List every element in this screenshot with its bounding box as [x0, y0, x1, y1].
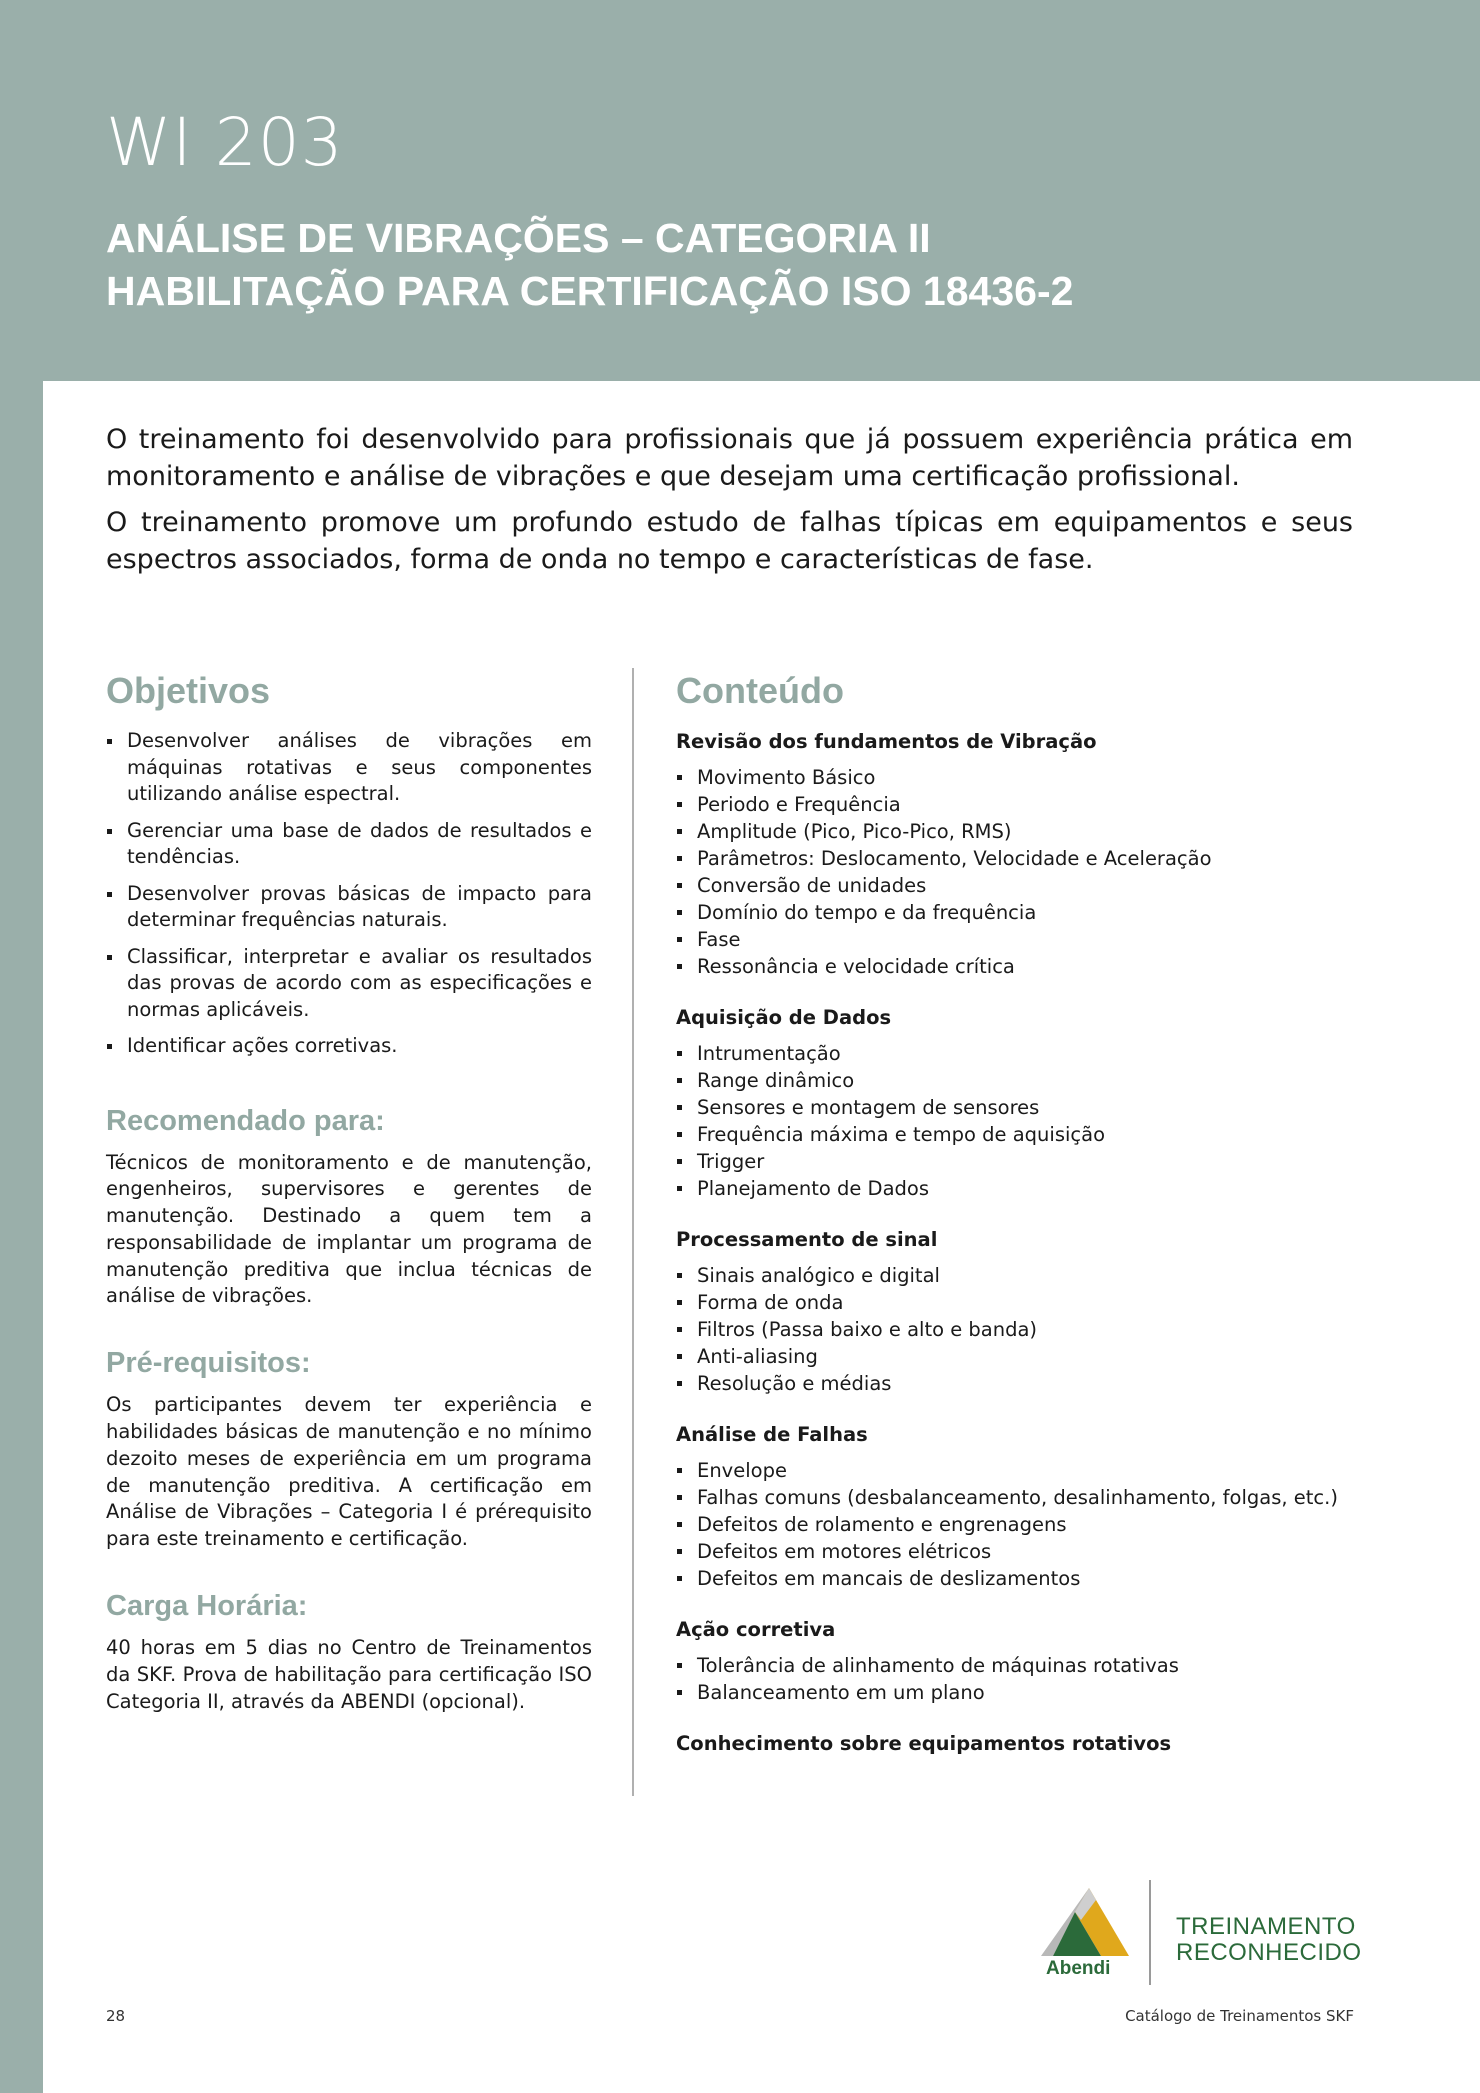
abendi-logo — [1036, 1880, 1362, 1985]
list-item: Defeitos em mancais de deslizamentos — [676, 1565, 1376, 1592]
catalog-footer: Catálogo de Treinamentos SKF — [1125, 2007, 1354, 2025]
objetivos-heading: Objetivos — [106, 670, 271, 711]
list-item: Parâmetros: Deslocamento, Velocidade e Aceleração — [676, 845, 1376, 872]
abendi-triangle-icon — [1041, 1880, 1131, 1960]
list-item: Fase — [676, 926, 1376, 953]
intro-paragraph-1: O treinamento foi desenvolvido para profissionais que já possuem experiência prática em monitoramento e análise de vibrações e que desejam uma certificação profissional. — [106, 424, 1353, 492]
list-item: Movimento Básico — [676, 764, 1376, 791]
group-list — [676, 1652, 1376, 1706]
recomendado-text: Técnicos de monitoramento e de manutenção, engenheiros, supervisores e gerentes de manutenção. Destinado a quem tem a responsabilidade de implantar um programa de manutenção preditiva que inclua técnicas de análise de vibrações. — [106, 1150, 592, 1308]
intro-text — [106, 421, 1353, 587]
list-item: Forma de onda — [676, 1289, 1376, 1316]
prerequisitos-heading: Pré-requisitos: — [106, 1347, 311, 1380]
list-item: Falhas comuns (desbalanceamento, desalinhamento, folgas, etc.) — [676, 1484, 1376, 1511]
list-item: Ressonância e velocidade crítica — [676, 953, 1376, 980]
carga-heading: Carga Horária: — [106, 1590, 308, 1623]
prerequisitos-text: Os participantes devem ter experiência e habilidades básicas de manutenção e no mínimo dezoito meses de experiência em um programa de manutenção preditiva. A certificação em Análise de Vibrações – Categoria I é prérequisito para este treinamento e certificação. — [106, 1393, 592, 1551]
list-item: Sinais analógico e digital — [676, 1262, 1376, 1289]
list-item: Anti-aliasing — [676, 1343, 1376, 1370]
list-item: Sensores e montagem de sensores — [676, 1094, 1376, 1121]
right-column — [676, 668, 1376, 1766]
course-title-line-1: ANÁLISE DE VIBRAÇÕES – CATEGORIA II — [106, 215, 931, 261]
header-band — [0, 0, 1480, 381]
group-title: Ação corretiva — [676, 1618, 836, 1641]
objetivo-item: Gerenciar uma base de dados de resultados e tendências. — [106, 818, 592, 871]
group-title: Aquisição de Dados — [676, 1006, 892, 1029]
logo-divider — [1149, 1880, 1151, 1985]
list-item: Intrumentação — [676, 1040, 1376, 1067]
objetivo-item: Desenvolver análises de vibrações em máquinas rotativas e seus componentes utilizando análise espectral. — [106, 728, 592, 808]
objetivos-list — [106, 728, 592, 1060]
list-item: Conversão de unidades — [676, 872, 1376, 899]
list-item: Tolerância de alinhamento de máquinas rotativas — [676, 1652, 1376, 1679]
recognized-training-label — [1176, 1914, 1362, 1966]
carga-text: 40 horas em 5 dias no Centro de Treinamentos da SKF. Prova de habilitação para certificação ISO Categoria II, através da ABENDI (opcional). — [106, 1636, 592, 1713]
course-code: WI 203 — [106, 104, 344, 181]
list-item: Amplitude (Pico, Pico-Pico, RMS) — [676, 818, 1376, 845]
group-list — [676, 1457, 1376, 1592]
objetivo-item: Desenvolver provas básicas de impacto para determinar frequências naturais. — [106, 881, 592, 934]
left-color-strip — [0, 381, 43, 2093]
course-title — [106, 212, 1406, 318]
group-title: Conhecimento sobre equipamentos rotativos — [676, 1732, 1172, 1755]
group-title: Análise de Falhas — [676, 1423, 868, 1446]
intro-paragraph-2: O treinamento promove um profundo estudo de falhas típicas em equipamentos e seus espectros associados, forma de onda no tempo e características de fase. — [106, 507, 1353, 575]
group-title: Processamento de sinal — [676, 1228, 938, 1251]
list-item: Trigger — [676, 1148, 1376, 1175]
group-list — [676, 1262, 1376, 1397]
list-item: Planejamento de Dados — [676, 1175, 1376, 1202]
list-item: Envelope — [676, 1457, 1376, 1484]
list-item: Periodo e Frequência — [676, 791, 1376, 818]
left-column — [106, 668, 592, 1749]
recomendado-heading: Recomendado para: — [106, 1104, 385, 1137]
list-item: Filtros (Passa baixo e alto e banda) — [676, 1316, 1376, 1343]
course-title-line-2: HABILITAÇÃO PARA CERTIFICAÇÃO ISO 18436-2 — [106, 268, 1074, 314]
conteudo-heading: Conteúdo — [676, 670, 844, 711]
list-item: Defeitos de rolamento e engrenagens — [676, 1511, 1376, 1538]
list-item: Frequência máxima e tempo de aquisição — [676, 1121, 1376, 1148]
list-item: Resolução e médias — [676, 1370, 1376, 1397]
list-item: Domínio do tempo e da frequência — [676, 899, 1376, 926]
column-divider — [632, 668, 634, 1796]
list-item: Balanceamento em um plano — [676, 1679, 1376, 1706]
page-number: 28 — [106, 2007, 126, 2025]
objetivo-item: Identificar ações corretivas. — [106, 1033, 592, 1060]
logo-line-1: TREINAMENTO — [1176, 1913, 1356, 1940]
objetivo-item: Classificar, interpretar e avaliar os resultados das provas de acordo com as especificações e normas aplicáveis. — [106, 944, 592, 1024]
group-list — [676, 1040, 1376, 1202]
group-list — [676, 764, 1376, 980]
list-item: Defeitos em motores elétricos — [676, 1538, 1376, 1565]
group-title: Revisão dos fundamentos de Vibração — [676, 730, 1097, 753]
list-item: Range dinâmico — [676, 1067, 1376, 1094]
abendi-brand: Abendi — [1046, 1958, 1111, 1979]
logo-line-2: RECONHECIDO — [1176, 1939, 1362, 1966]
